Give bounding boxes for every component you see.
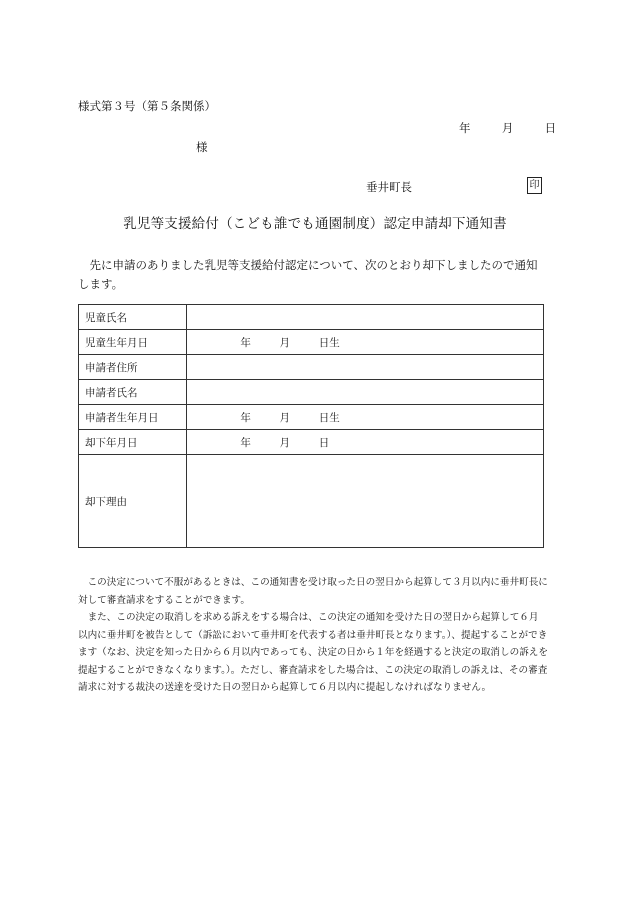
label-applicant-address: 申請者住所 xyxy=(79,355,187,380)
value-child-birthdate xyxy=(187,330,544,355)
year-unit: 年 xyxy=(240,411,251,424)
table-row xyxy=(79,430,544,455)
label-applicant-birthdate: 申請者生年月日 xyxy=(79,405,187,430)
appeal-notes xyxy=(78,574,548,697)
date-year: 年 xyxy=(459,121,471,135)
value-rejection-date xyxy=(187,430,544,455)
day-unit: 日生 xyxy=(318,336,340,349)
day-unit: 日 xyxy=(318,436,330,449)
issue-date xyxy=(459,120,556,136)
date-day: 日 xyxy=(544,121,557,135)
month-unit: 月 xyxy=(279,411,291,424)
year-unit: 年 xyxy=(240,336,251,349)
month-unit: 月 xyxy=(279,336,291,349)
table-row xyxy=(79,355,544,380)
document-title: 乳児等支援給付（こども誰でも通園制度）認定申請却下通知書 xyxy=(123,216,507,232)
label-child-name: 児童氏名 xyxy=(79,305,187,330)
month-unit: 月 xyxy=(279,436,291,449)
year-unit: 年 xyxy=(240,436,251,449)
label-child-birthdate: 児童生年月日 xyxy=(79,330,187,355)
intro-text xyxy=(78,256,548,294)
value-applicant-address xyxy=(187,355,544,380)
value-applicant-birthdate xyxy=(187,405,544,430)
addressee-suffix: 様 xyxy=(196,140,208,154)
notes-paragraph-1: この決定について不服があるときは、この通知書を受け取った日の翌日から起算して３月以内に垂井町長に対して審査請求をすることができます。 xyxy=(78,577,548,606)
intro-body: 先に申請のありました乳児等支援給付認定について、次のとおり却下しましたので通知します。 xyxy=(78,258,538,291)
day-unit: 日生 xyxy=(318,411,340,424)
table-row xyxy=(79,455,544,548)
label-rejection-reason: 却下理由 xyxy=(79,455,187,548)
table-row xyxy=(79,405,544,430)
seal-mark: 印 xyxy=(527,177,542,194)
label-applicant-name: 申請者氏名 xyxy=(79,380,187,405)
info-table xyxy=(78,304,544,548)
mayor-name: 垂井町長 xyxy=(366,180,412,194)
value-child-name xyxy=(187,305,544,330)
value-rejection-reason xyxy=(187,455,544,548)
table-row xyxy=(79,380,544,405)
table-row xyxy=(79,330,544,355)
form-number: 様式第３号（第５条関係） xyxy=(78,99,216,113)
date-month: 月 xyxy=(501,121,514,135)
notes-paragraph-2: また、この決定の取消しを求める訴えをする場合は、この決定の通知を受けた日の翌日から起算して６月以内に垂井町を被告として（訴訟において垂井町を代表する者は垂井町長となります。）、提起することができます（なお、決定を知った日から６月以内であっても、決定の日から１年を経過すると決定の取消しの訴えを提起することができなくなります。）。ただし、審査請求をした場合は、この決定の取消しの訴えは、その審査請求に対する裁決の送達を受けた日の翌日から起算して６月以内に提起しなければなりません。 xyxy=(78,612,548,693)
value-applicant-name xyxy=(187,380,544,405)
table-row xyxy=(79,305,544,330)
label-rejection-date: 却下年月日 xyxy=(79,430,187,455)
